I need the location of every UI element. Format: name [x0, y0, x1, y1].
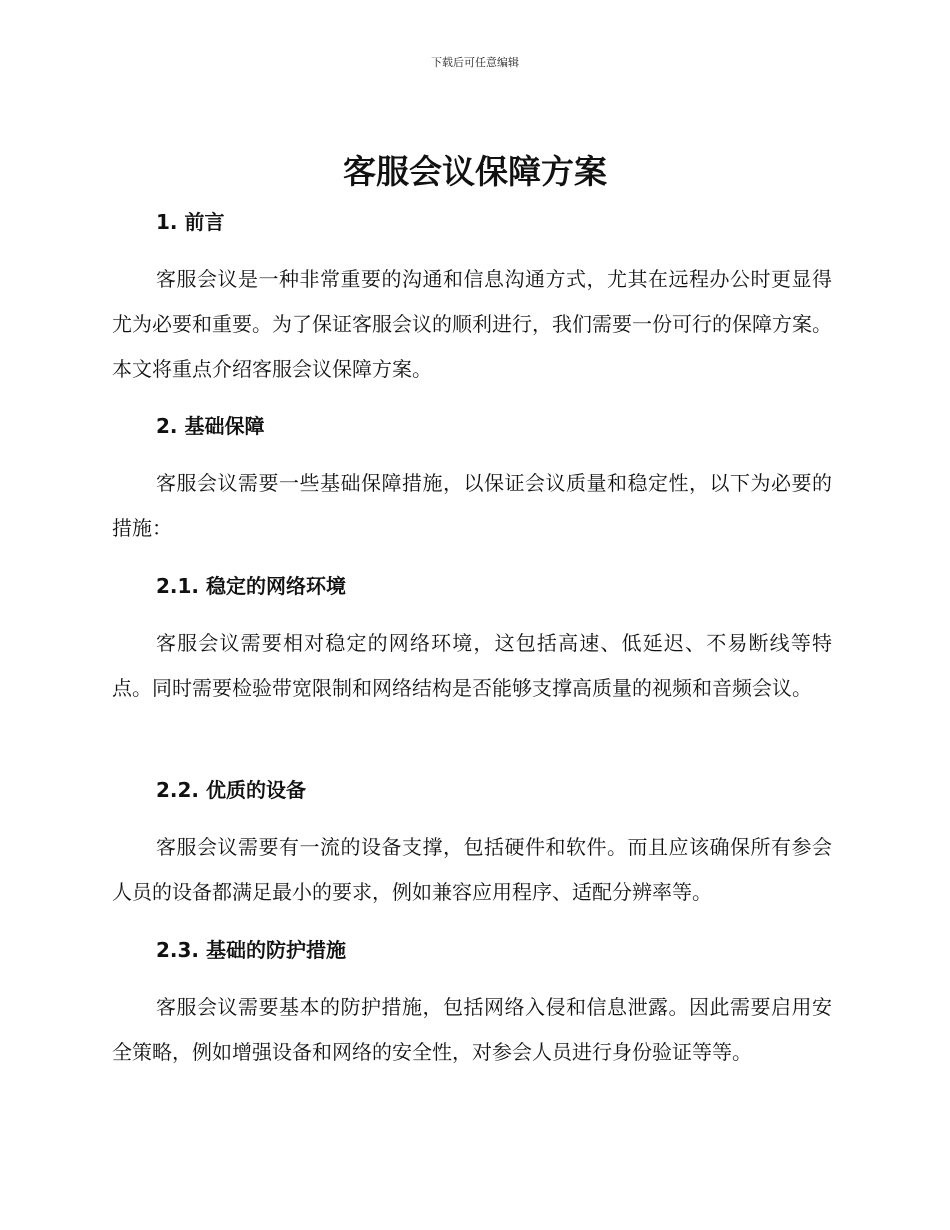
section-heading-basic-guarantee: 2. 基础保障 — [156, 414, 265, 438]
section-heading-basic-protection: 2.3. 基础的防护措施 — [156, 938, 346, 962]
section-paragraph-preface: 客服会议是一种非常重要的沟通和信息沟通方式，尤其在远程办公时更显得尤为必要和重要。为了保证客服会议的顺利进行，我们需要一份可行的保障方案。本文将重点介绍客服会议保障方案。 — [112, 267, 832, 381]
section-heading-preface: 1. 前言 — [156, 210, 225, 234]
section-paragraph-basic-protection: 客服会议需要基本的防护措施，包括网络入侵和信息泄露。因此需要启用安全策略，例如增强设备和网络的安全性，对参会人员进行身份验证等等。 — [112, 995, 832, 1064]
section-heading-stable-network: 2.1. 稳定的网络环境 — [156, 574, 346, 598]
section-paragraph-basic-guarantee: 客服会议需要一些基础保障措施，以保证会议质量和稳定性，以下为必要的措施： — [112, 471, 832, 540]
header-note: 下载后可任意编辑 — [431, 56, 519, 69]
document-title: 客服会议保障方案 — [343, 152, 607, 191]
section-paragraph-quality-equipment: 客服会议需要有一流的设备支撑，包括硬件和软件。而且应该确保所有参会人员的设备都满足最小的要求，例如兼容应用程序、适配分辨率等。 — [112, 835, 832, 904]
section-paragraph-stable-network: 客服会议需要相对稳定的网络环境，这包括高速、低延迟、不易断线等特点。同时需要检验带宽限制和网络结构是否能够支撑高质量的视频和音频会议。 — [112, 631, 832, 700]
section-heading-quality-equipment: 2.2. 优质的设备 — [156, 778, 306, 802]
